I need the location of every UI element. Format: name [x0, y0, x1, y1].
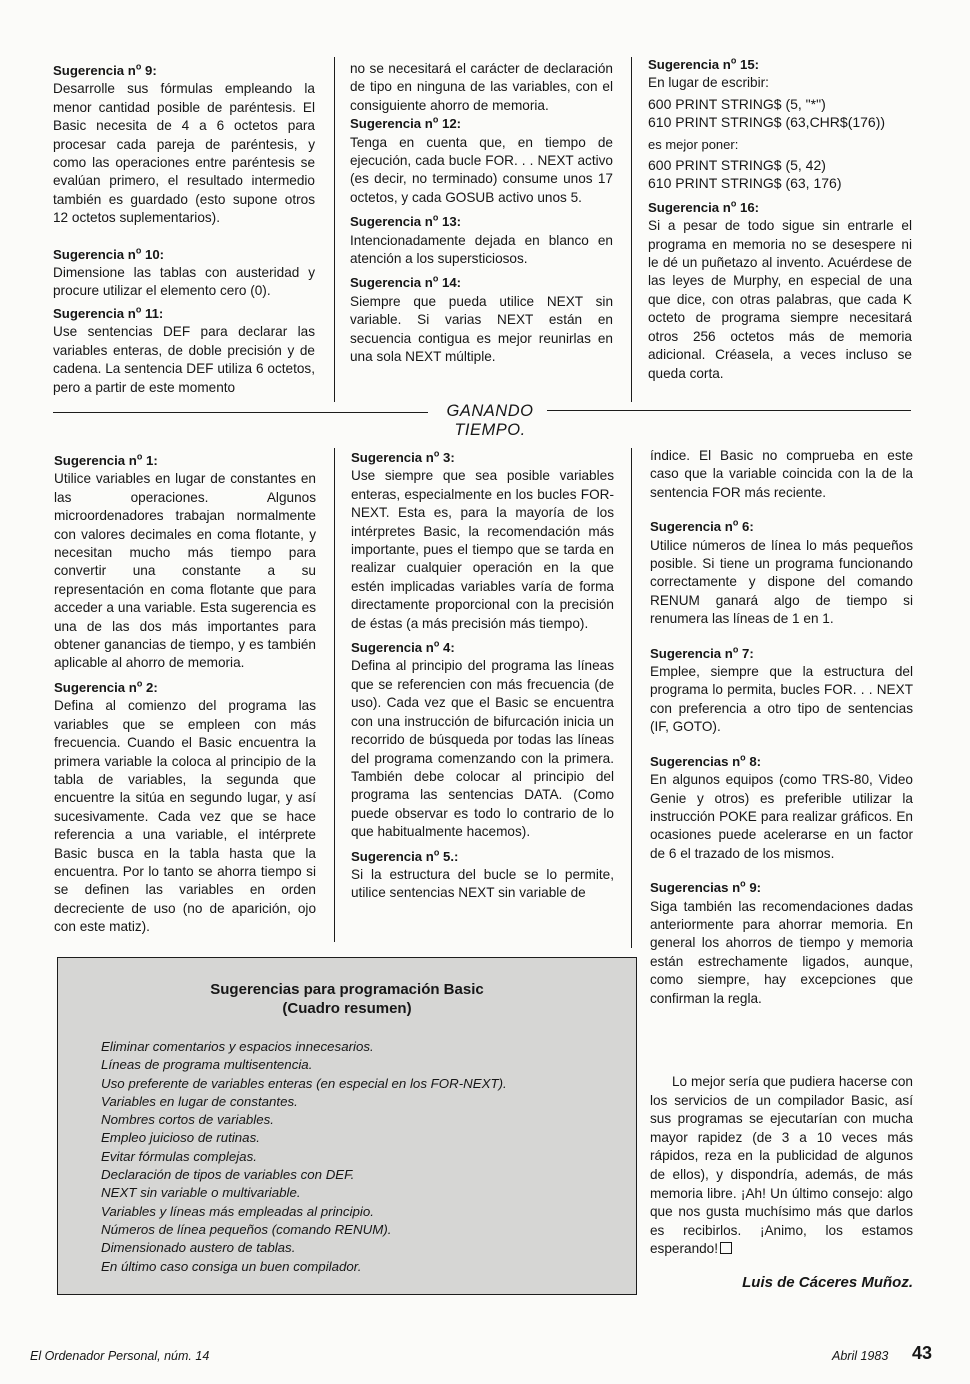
column-divider — [631, 57, 632, 402]
heading-tip-7: Sugerencia $n^o$ 7: — [650, 644, 754, 661]
summary-item: Empleo juicioso de rutinas. — [101, 1130, 260, 1146]
summary-item: Dimensionado austero de tablas. — [101, 1240, 296, 1256]
summary-item: Variables en lugar de constantes. — [101, 1093, 298, 1109]
bottom-column-1 — [54, 452, 316, 937]
top-column-2 — [350, 60, 613, 367]
heading-tip-10: Sugerencia $n^o$ 10: — [53, 245, 165, 262]
rule-left — [53, 412, 428, 413]
paragraph-tip-6: Utilice números de línea lo más pequeños posible. Si tiene un programa funcionando correctamente y dispone del comando RENUM ganará algo de tiempo si renumera las líneas de 1 en 1. — [650, 537, 913, 627]
paragraph-tip-13: Intencionadamente dejada en blanco en atención a los supersticiosos. — [350, 232, 613, 267]
code-line: 600 PRINT STRING$ (5, "*") — [648, 95, 826, 112]
bottom-column-2 — [351, 449, 614, 903]
paragraph-tip-5: Si la estructura del bucle se lo permite, utilice sentencias NEXT sin variable de — [351, 866, 614, 901]
heading-tip-5: Sugerencia $n^o$ 5.: — [351, 847, 459, 864]
summary-item: Uso preferente de variables enteras (en especial en los FOR-NEXT). — [101, 1075, 507, 1091]
author-signature: Luis de Cáceres Muñoz. — [742, 1274, 913, 1291]
end-mark-icon — [720, 1242, 732, 1254]
summary-item: En último caso consiga un buen compilador. — [101, 1258, 362, 1274]
paragraph-tip-9b: Siga también las recomendaciones dadas anteriormente para ahorrar memoria. En general los ahorros de tiempo y memoria están estrechamente ligados, aunque, como siempre, hay excepciones que confirman la regla. — [650, 898, 913, 1006]
paragraph-tip-15-intro: En lugar de escribir: — [648, 75, 769, 91]
heading-tip-9: Sugerencia $n^o$ 9: — [53, 61, 157, 78]
footer-date: Abril 1983 — [832, 1349, 889, 1363]
top-column-1 — [53, 62, 315, 397]
paragraph-tip-9: Desarrolle sus fórmulas empleando la menor cantidad posible de paréntesis. El Basic necesita de 4 a 6 octetos para procesar cada pareja de paréntesis, y como las operaciones entre paréntesis se evalúan primero, el resultado intermedio también es guardado (esto supone otros 12 octetos suplementarios). — [53, 81, 315, 226]
section-title-line-2: TIEMPO. — [454, 421, 526, 439]
paragraph-tip-3: Use siempre que sea posible variables enteras, especialmente en los bucles FOR-NEXT. Esta es, para la mayoría de los intérpretes Basic, la recomendación más importante, pues el tiempo que se tarda en realizar cualquier operación en la que estén implicadas variables varía de forma directamente proporcional con la precisión de éstas (a más precisión más tiempo). — [351, 468, 614, 631]
heading-tip-12: Sugerencia $n^o$ 12: — [350, 114, 462, 132]
paragraph-tip-14: Siempre que pueda utilice NEXT sin variable. Si varias NEXT están en secuencia contigua es mejor reunirlas en una sola NEXT múltiple. — [350, 293, 613, 365]
code-line: 600 PRINT STRING$ (5, 42) — [648, 157, 826, 174]
heading-tip-8: Sugerencias $n^o$ 8: — [650, 752, 762, 769]
paragraph-tip-15-middle: es mejor poner: — [648, 136, 739, 152]
heading-tip-9b: Sugerencias $n^o$ 9: — [650, 878, 762, 896]
summary-list — [101, 1038, 507, 1276]
column-divider — [334, 57, 335, 402]
summary-box-title — [58, 980, 636, 1018]
heading-tip-1: Sugerencia $n^o$ 1: — [54, 451, 158, 468]
heading-tip-15: Sugerencia $n^o$ 15: — [648, 55, 760, 72]
heading-tip-16: Sugerencia $n^o$ 16: — [648, 198, 760, 215]
summary-title-line-1: Sugerencias para programación Basic — [210, 981, 484, 998]
heading-tip-6: Sugerencia $n^o$ 6: — [650, 517, 754, 535]
paragraph-tip-11: Use sentencias DEF para declarar las variables enteras, de doble precisión y de cadena. La sentencia DEF utiliza 6 octetos, pero a partir de este momento — [53, 324, 315, 395]
section-title — [390, 402, 590, 440]
paragraph-tip-11-cont: no se necesitará el carácter de declaración de tipo en ninguna de las variables, con el consiguiente ahorro de memoria. — [350, 61, 613, 113]
closing-text: Lo mejor sería que pudiera hacerse con los servicios de un compilador Basic, así sus programas se ejecutarían con mucha mayor rapidez (de 3 a 10 veces más rápidos, reza en la publicidad de algunos de ellos), y dispondría, además, de más memoria libre. ¡Ah! Un último consejo: algo que nos gusta muchísimo más que darlos es recibirlos. ¡Animo, los estamos esperando! — [650, 1074, 913, 1257]
paragraph-tip-5-cont: índice. El Basic no comprueba en este caso que la variable coincida con la de la sentencia FOR más reciente. — [650, 448, 913, 500]
paragraph-tip-1: Utilice variables en lugar de constantes en las operaciones. Algunos microordenadores trabajan normalmente con valores decimales en coma flotante, y necesitan mucho más tiempo para convertir una constante a su representación en coma flotante que para acceder a una variable. Esta sugerencia es una de las dos más importantes para obtener ganancias de tiempo, y es también aplicable al ahorro de memoria. — [54, 471, 316, 671]
summary-item: Líneas de programa multisentencia. — [101, 1057, 313, 1073]
summary-item: Declaración de tipos de variables con DEF. — [101, 1167, 355, 1183]
paragraph-tip-12: Tenga en cuenta que, en tiempo de ejecución, cada bucle FOR. . . NEXT activo (es decir, no terminado) consume unos 17 octetos, y cada GOSUB activo unos 5. — [350, 134, 613, 205]
paragraph-tip-10: Dimensione las tablas con austeridad y procure utilizar el elemento cero (0). — [53, 265, 315, 299]
code-line: 610 PRINT STRING$ (63, 176) — [648, 175, 842, 192]
heading-tip-14: Sugerencia $n^o$ 14: — [350, 274, 462, 291]
heading-tip-3: Sugerencia $n^o$ 3: — [351, 448, 455, 465]
summary-item: Eliminar comentarios y espacios innecesarios. — [101, 1039, 374, 1054]
page-number: 43 — [912, 1343, 933, 1363]
summary-item: Evitar fórmulas complejas. — [101, 1148, 257, 1164]
summary-item: Nombres cortos de variables. — [101, 1112, 274, 1128]
footer-publication: El Ordenador Personal, núm. 14 — [30, 1349, 210, 1363]
summary-item: Variables y líneas más empleadas al principio. — [101, 1203, 374, 1219]
bottom-column-3 — [650, 447, 913, 1008]
paragraph-tip-4: Defina al principio del programa las líneas que se referencien con más frecuencia (de uso). Cada vez que el Basic se encuentra con una instrucción de bifurcación inicia un recorrido de búsqueda por todas las líneas del programa comenzando con la primera. También debe colocar al principio del programa las sentencias DATA. (Como puede observar es todo lo contrario de lo que habitualmente hacemos). — [351, 658, 614, 840]
paragraph-tip-8: En algunos equipos (como TRS-80, Video Genie y otros) es preferible utilizar la instrucción POKE para realizar gráficos. En ocasiones puede acelerarse en un factor de 6 el trazado de los mismos. — [650, 772, 913, 861]
heading-tip-11: Sugerencia $n^o$ 11: — [53, 304, 164, 321]
summary-item: Números de línea pequeños (comando RENUM). — [101, 1221, 392, 1237]
column-divider — [334, 448, 335, 942]
code-line: 610 PRINT STRING$ (63,CHR$(176)) — [648, 114, 886, 131]
paragraph-tip-16: Si a pesar de todo sigue sin entrarle el programa en memoria no se desespere ni le dé un puñetazo al invento. Acuérdese de las leyes de Murphy, en especial de una que dice, con otras palabras, que cada K octeto de programa siempre necesitará otros 256 octetos más de memoria adicional. Créasela, a veces incluso se queda corta. — [648, 218, 912, 381]
paragraph-tip-7: Emplee, siempre que la estructura del programa lo permita, bucles FOR. . . NEXT con preferencia a otro tipo de sentencias (IF, GOTO). — [650, 664, 913, 735]
summary-box — [57, 957, 637, 1295]
paragraph-tip-2: Defina al comienzo del programa las variables que se empleen con más frecuencia. Cuando el Basic encuentra la primera variable la coloca al principio de la tabla de variables, la segunda que encuentre la sitúa en segundo lugar, y así sucesivamente. Cada vez que se hace referencia a una variable, el intérprete Basic busca en la tabla hasta que la encuentra. Por lo tanto se ahorra tiempo si se definen las variables en orden decreciente de uso (no de aparición, ojo con este matiz). — [54, 698, 316, 935]
rule-right — [547, 410, 911, 411]
heading-tip-4: Sugerencia $n^o$ 4: — [351, 638, 455, 656]
section-title-line-1: GANANDO — [446, 402, 534, 420]
summary-item: NEXT sin variable o multivariable. — [101, 1185, 301, 1201]
column-divider — [631, 448, 632, 948]
summary-title-line-2: (Cuadro resumen) — [282, 1000, 412, 1017]
top-column-3 — [648, 56, 912, 383]
heading-tip-2: Sugerencia $n^o$ 2: — [54, 678, 158, 695]
heading-tip-13: Sugerencia $n^o$ 13: — [350, 212, 462, 230]
closing-paragraph — [650, 1073, 913, 1259]
